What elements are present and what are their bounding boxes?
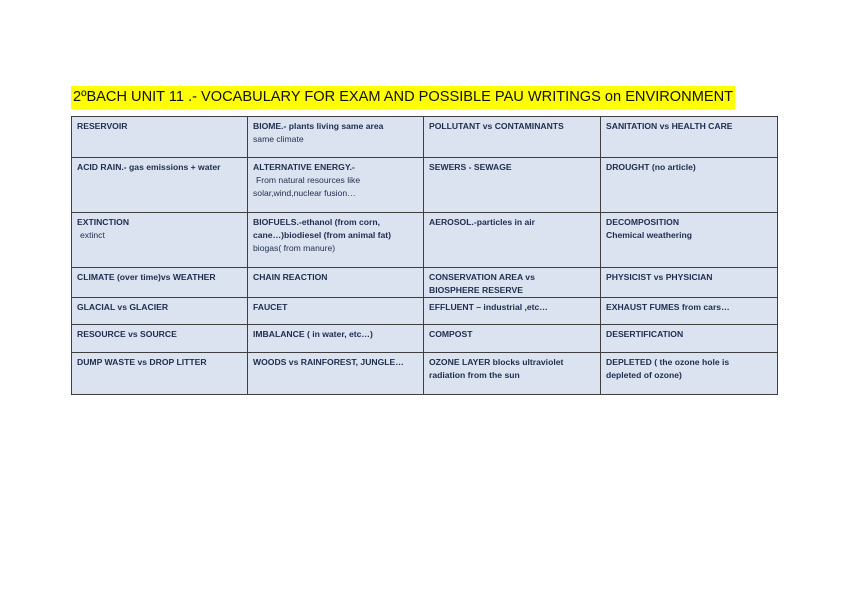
table-cell (72, 353, 248, 395)
cell-text: GLACIAL vs GLACIER (77, 302, 169, 312)
table-cell (424, 213, 601, 268)
table-cell (248, 268, 424, 298)
cell-text: EXHAUST FUMES from cars… (606, 302, 730, 312)
cell-text: cane…)biodiesel (from animal fat) (253, 230, 392, 240)
cell-text: same climate (253, 134, 304, 144)
cell-text: IMBALANCE ( in water, etc…) (253, 329, 373, 339)
cell-text: WOODS vs RAINFOREST, JUNGLE… (253, 357, 404, 367)
table-row (72, 325, 778, 353)
table-cell (248, 117, 424, 158)
cell-text: AEROSOL.-particles in air (429, 217, 536, 227)
table-row (72, 353, 778, 395)
table-row (72, 117, 778, 158)
cell-text: OZONE LAYER blocks ultraviolet (429, 357, 564, 367)
cell-text: FAUCET (253, 302, 288, 312)
table-cell (72, 298, 248, 325)
cell-text: BIOSPHERE RESERVE (429, 285, 523, 295)
table-cell (72, 213, 248, 268)
table-cell (601, 158, 778, 213)
cell-text: DEPLETED ( the ozone hole is (606, 357, 730, 367)
table-cell (601, 213, 778, 268)
cell-text: extinct (80, 230, 105, 240)
table-cell (248, 213, 424, 268)
cell-text: DROUGHT (no article) (606, 162, 696, 172)
cell-text: DUMP WASTE vs DROP LITTER (77, 357, 207, 367)
table-cell (601, 117, 778, 158)
table-cell (424, 268, 601, 298)
cell-text: COMPOST (429, 329, 473, 339)
cell-text: CLIMATE (over time)vs WEATHER (77, 272, 216, 282)
table-cell (248, 353, 424, 395)
cell-text: depleted of ozone) (606, 370, 682, 380)
cell-text: From natural resources like (256, 175, 361, 185)
cell-text: EXTINCTION (77, 217, 130, 227)
cell-text: solar,wind,nuclear fusion… (253, 188, 356, 198)
vocabulary-table (71, 116, 778, 395)
table-cell (424, 353, 601, 395)
table-row (72, 158, 778, 213)
page-title: 2ºBACH UNIT 11 .- VOCABULARY FOR EXAM AND POSSIBLE PAU WRITINGS on ENVIRONMENT (71, 86, 735, 109)
table-cell (601, 268, 778, 298)
table-row (72, 213, 778, 268)
table-cell (248, 325, 424, 353)
cell-text: ALTERNATIVE ENERGY.- (253, 162, 355, 172)
table-cell (424, 117, 601, 158)
cell-text: CHAIN REACTION (253, 272, 328, 282)
cell-text: BIOME.- plants living same area (253, 121, 384, 131)
cell-text: SEWERS - SEWAGE (429, 162, 512, 172)
table-cell (72, 158, 248, 213)
table-cell (248, 158, 424, 213)
cell-text: RESOURCE vs SOURCE (77, 329, 177, 339)
table-cell (601, 325, 778, 353)
table-cell (424, 298, 601, 325)
table-cell (424, 158, 601, 213)
cell-text: RESERVOIR (77, 121, 128, 131)
cell-text: POLLUTANT vs CONTAMINANTS (429, 121, 564, 131)
table-cell (72, 325, 248, 353)
cell-text: radiation from the sun (429, 370, 520, 380)
table-cell (248, 298, 424, 325)
cell-text: SANITATION vs HEALTH CARE (606, 121, 733, 131)
cell-text: ACID RAIN.- gas emissions + water (77, 162, 221, 172)
cell-text: BIOFUELS.-ethanol (from corn, (253, 217, 380, 227)
table-cell (72, 117, 248, 158)
cell-text: DECOMPOSITION (606, 217, 680, 227)
table-cell (72, 268, 248, 298)
table-cell (601, 298, 778, 325)
table-row (72, 268, 778, 298)
table-row (72, 298, 778, 325)
table-cell (601, 353, 778, 395)
cell-text: CONSERVATION AREA vs (429, 272, 535, 282)
cell-text: biogas( from manure) (253, 243, 336, 253)
cell-text: DESERTIFICATION (606, 329, 684, 339)
cell-text: EFFLUENT – industrial ,etc… (429, 302, 548, 312)
cell-text: PHYSICIST vs PHYSICIAN (606, 272, 713, 282)
table-cell (424, 325, 601, 353)
cell-text: Chemical weathering (606, 230, 692, 240)
